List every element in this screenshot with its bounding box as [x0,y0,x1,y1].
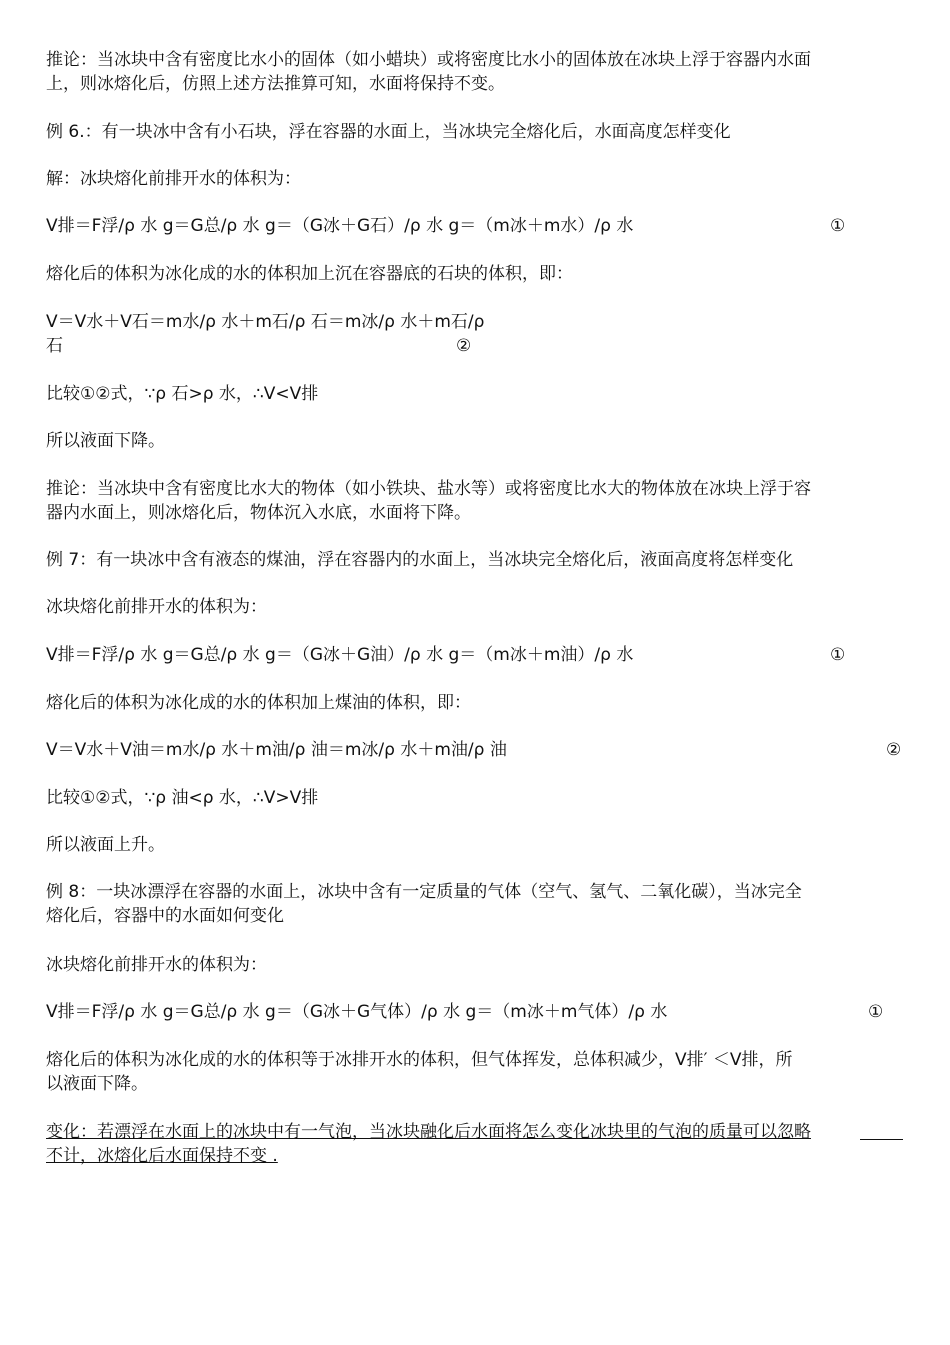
example6-equation1: V排＝F浮/ρ 水 g＝G总/ρ 水 g＝（G冰＋G石）/ρ 水 g＝（m冰＋m水）/ρ 水 [46,216,634,236]
example8-title-line1: 例 8：一块冰漂浮在容器的水面上，冰块中含有一定质量的气体（空气、氢气、二氧化碳），当冰完全 [46,882,802,902]
example7-before-melting: 冰块熔化前排开水的体积为： [46,597,267,617]
example8-equation1-number: ① [868,1002,884,1022]
example8-title-line2: 熔化后，容器中的水面如何变化 [46,906,284,926]
example8-after-melting-line2: 以液面下降。 [46,1074,148,1094]
example6-conclusion: 所以液面下降。 [46,431,165,451]
example6-equation1-number: ① [830,216,846,236]
variation-line1: 变化：若漂浮在水面上的冰块中有一气泡，当冰块融化后水面将怎么变化冰块里的气泡的质量可以忽略 [46,1122,811,1142]
example7-equation1: V排＝F浮/ρ 水 g＝G总/ρ 水 g＝（G冰＋G油）/ρ 水 g＝（m冰＋m油）/ρ 水 [46,645,634,665]
example8-before-melting: 冰块熔化前排开水的体积为： [46,955,267,975]
inference2-line2: 器内水面上，则冰熔化后，物体沉入水底，水面将下降。 [46,503,471,523]
variation-line2: 不计，冰熔化后水面保持不变 . [46,1146,278,1166]
example7-conclusion: 所以液面上升。 [46,835,165,855]
example7-after-melting: 熔化后的体积为冰化成的水的体积加上煤油的体积，即： [46,693,471,713]
example8-equation1: V排＝F浮/ρ 水 g＝G总/ρ 水 g＝（G冰＋G气体）/ρ 水 g＝（m冰＋m气体）/ρ 水 [46,1002,668,1022]
example6-solution-intro: 解：冰块熔化前排开水的体积为： [46,169,301,189]
example6-equation2-continued: 石 [46,336,63,356]
example7-equation2-number: ② [886,740,902,760]
example8-after-melting-line1: 熔化后的体积为冰化成的水的体积等于冰排开水的体积，但气体挥发，总体积减少，V排′ ＜V排，所 [46,1050,793,1070]
inference1-line1: 推论：当冰块中含有密度比水小的固体（如小蜡块）或将密度比水小的固体放在冰块上浮于容器内水面 [46,50,811,70]
example7-equation1-number: ① [830,645,846,665]
example6-after-melting: 熔化后的体积为冰化成的水的体积加上沉在容器底的石块的体积，即： [46,264,573,284]
example6-equation2-number: ② [456,336,472,356]
example6-comparison: 比较①②式，∵ρ 石>ρ 水，∴V<V排 [46,384,319,404]
example7-equation2: V＝V水＋V油＝m水/ρ 水＋m油/ρ 油＝m冰/ρ 水＋m油/ρ 油 [46,740,507,760]
inference1-line2: 上，则冰熔化后，仿照上述方法推算可知，水面将保持不变。 [46,74,505,94]
example6-equation2: V＝V水＋V石＝m水/ρ 水＋m石/ρ 石＝m冰/ρ 水＋m石/ρ [46,312,485,332]
example6-title: 例 6.：有一块冰中含有小石块，浮在容器的水面上，当冰块完全熔化后，水面高度怎样变化 [46,122,731,142]
variation-underline-extension [860,1139,903,1140]
example7-title: 例 7：有一块冰中含有液态的煤油，浮在容器内的水面上，当冰块完全熔化后，液面高度将怎样变化 [46,550,794,570]
inference2-line1: 推论：当冰块中含有密度比水大的物体（如小铁块、盐水等）或将密度比水大的物体放在冰块上浮于容 [46,479,811,499]
example7-comparison: 比较①②式，∵ρ 油<ρ 水，∴V>V排 [46,788,319,808]
